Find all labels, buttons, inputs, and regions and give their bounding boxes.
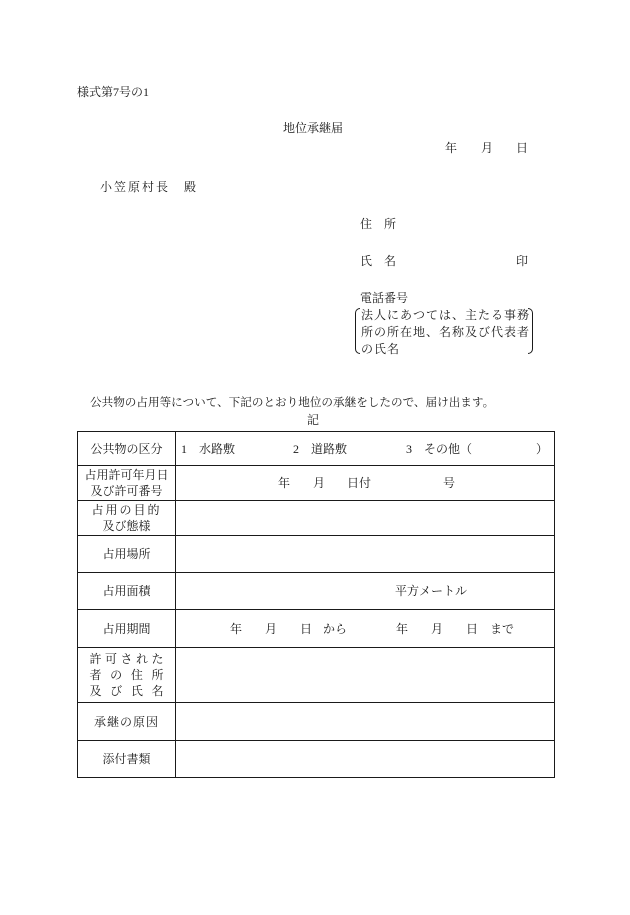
attachments-value <box>176 741 554 777</box>
permittee-label <box>78 648 176 702</box>
permittee-label-line: 者の住所 <box>89 668 164 682</box>
period-from-suffix: から <box>323 621 348 636</box>
permit-value <box>176 466 554 500</box>
addressee: 小笠原村長 殿 <box>100 180 199 194</box>
row-cause <box>78 703 554 741</box>
row-area <box>78 573 554 610</box>
row-attachments <box>78 741 554 777</box>
cause-label-text: 承継の原因 <box>93 714 159 729</box>
row-permittee <box>78 648 554 703</box>
period-to-suffix: まで <box>490 621 515 636</box>
period-from-day: 日 <box>300 621 313 636</box>
statement: 公共物の占用等について、下記のとおり地位の承継をしたので、届け出ます。 <box>90 396 495 409</box>
place-value <box>176 536 554 572</box>
form-title: 地位承継届 <box>283 121 344 135</box>
cause-value <box>176 703 554 740</box>
permit-number: 号 <box>443 476 456 490</box>
category-option: 2 道路敷 <box>293 441 348 456</box>
attachments-label <box>78 741 176 777</box>
phone-label: 電話番号 <box>360 291 409 305</box>
place-label-text: 占用場所 <box>102 547 151 561</box>
purpose-label-line: 及び態様 <box>102 519 151 533</box>
period-to-year: 年 <box>396 621 409 636</box>
area-unit: 平方メートル <box>395 584 468 598</box>
period-to-month: 月 <box>431 621 444 636</box>
category-option: 1 水路敷 <box>181 441 236 456</box>
category-label <box>78 432 176 465</box>
row-purpose <box>78 501 554 536</box>
period-to-day: 日 <box>466 621 479 636</box>
row-permit <box>78 466 554 501</box>
row-period <box>78 610 554 648</box>
category-label-text: 公共物の区分 <box>90 441 163 456</box>
form-number: 様式第7号の1 <box>77 85 150 99</box>
attachments-label-text: 添付書類 <box>102 752 151 766</box>
row-category <box>78 432 554 466</box>
permittee-label-line: 許可された <box>89 652 164 666</box>
area-value <box>176 573 554 609</box>
cause-label <box>78 703 176 740</box>
permit-day: 日付 <box>347 476 372 490</box>
permit-month: 月 <box>313 476 326 490</box>
area-label <box>78 573 176 609</box>
purpose-label <box>78 501 176 535</box>
purpose-value <box>176 501 554 535</box>
permit-year: 年 <box>278 476 291 490</box>
permittee-label-line: 及び氏名 <box>89 684 164 698</box>
category-close-paren: ） <box>536 441 549 456</box>
place-label <box>78 536 176 572</box>
address-label: 住 所 <box>360 217 397 231</box>
seal-label: 印 <box>516 254 529 268</box>
corporate-note-line: の氏名 <box>361 342 401 356</box>
period-from-month: 月 <box>265 621 278 636</box>
corporate-note-line: 所の所在地、名称及び代表者 <box>361 325 531 339</box>
purpose-label-line: 占用の目的 <box>91 503 162 517</box>
permit-label-line: 占用許可年月日 <box>84 468 169 482</box>
note-heading: 記 <box>307 413 320 427</box>
name-label: 氏 名 <box>360 254 397 268</box>
category-value <box>176 432 554 465</box>
date-day: 日 <box>516 141 529 155</box>
date-month: 月 <box>481 141 494 155</box>
category-option: 3 その他（ <box>406 441 473 456</box>
period-from-year: 年 <box>230 621 243 636</box>
period-value <box>176 610 554 647</box>
permittee-value <box>176 648 554 702</box>
area-label-text: 占用面積 <box>102 584 151 598</box>
row-place <box>78 536 554 573</box>
period-label <box>78 610 176 647</box>
date-year: 年 <box>445 141 458 155</box>
bracket-left <box>355 308 360 354</box>
period-label-text: 占用期間 <box>102 621 151 636</box>
bracket-right <box>528 308 533 354</box>
details-table <box>77 431 555 778</box>
corporate-note-line: 法人にあつては、主たる事務 <box>361 308 531 322</box>
permit-label-line: 及び許可番号 <box>90 484 163 498</box>
permit-label <box>78 466 176 500</box>
